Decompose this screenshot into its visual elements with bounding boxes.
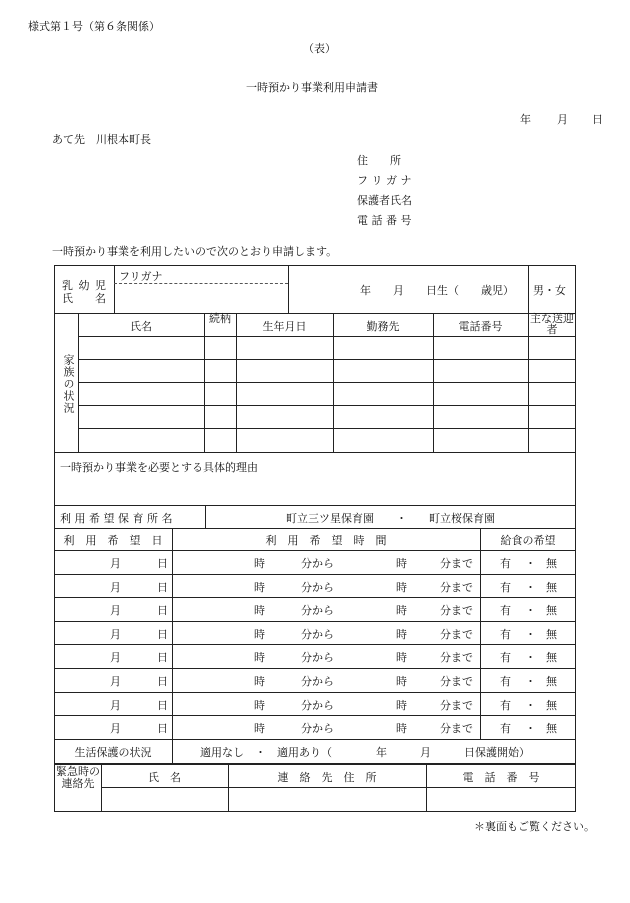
schedule-day: 日 bbox=[157, 722, 168, 736]
meal-separator: ・ bbox=[525, 557, 536, 570]
child-label-line2: 氏 名 bbox=[62, 292, 106, 305]
schedule-end-minutes: 分まで bbox=[440, 651, 473, 665]
schedule-month: 月 bbox=[110, 651, 121, 665]
schedule-end-minutes: 分まで bbox=[440, 722, 473, 736]
schedule-end-minutes: 分まで bbox=[440, 580, 473, 594]
schedule-start-hour: 時 bbox=[254, 580, 265, 594]
schedule-month: 月 bbox=[110, 580, 121, 594]
schedule-start-minutes: 分から bbox=[301, 580, 334, 594]
schedule-end-minutes: 分まで bbox=[440, 557, 473, 570]
schedule-start-hour: 時 bbox=[254, 557, 265, 570]
meal-no[interactable]: 無 bbox=[546, 627, 557, 641]
meal-separator: ・ bbox=[525, 580, 536, 594]
addressee: あて先 川根本町長 bbox=[52, 133, 151, 146]
schedule-start-hour: 時 bbox=[254, 722, 265, 736]
schedule-col-time: 利 用 希 望 時 間 bbox=[265, 534, 387, 547]
schedule-day: 日 bbox=[157, 675, 168, 688]
schedule-start-minutes: 分から bbox=[301, 675, 334, 688]
schedule-end-minutes: 分まで bbox=[440, 698, 473, 712]
schedule-col-date: 利 用 希 望 日 bbox=[63, 534, 163, 547]
form-number: 様式第１号（第６条関係） bbox=[28, 20, 160, 33]
schedule-month: 月 bbox=[110, 557, 121, 570]
schedule-start-minutes: 分から bbox=[301, 722, 334, 736]
schedule-start-hour: 時 bbox=[254, 651, 265, 665]
meal-no[interactable]: 無 bbox=[546, 722, 557, 736]
child-gender: 男・女 bbox=[533, 284, 566, 297]
welfare-value: 適用なし ・ 適用あり（ 年 月 日保護開始） bbox=[200, 746, 530, 759]
meal-yes[interactable]: 有 bbox=[500, 627, 511, 641]
schedule-col-meal: 給食の希望 bbox=[500, 534, 556, 547]
schedule-start-hour: 時 bbox=[254, 627, 265, 641]
schedule-end-hour: 時 bbox=[396, 580, 407, 594]
schedule-end-hour: 時 bbox=[396, 698, 407, 712]
form-title: 一時預かり事業利用申請書 bbox=[246, 81, 378, 94]
meal-no[interactable]: 無 bbox=[546, 604, 557, 618]
emergency-col-name: 氏 名 bbox=[148, 771, 181, 784]
meal-yes[interactable]: 有 bbox=[500, 651, 511, 665]
emergency-label: 緊急時の連絡先 bbox=[56, 765, 100, 790]
meal-separator: ・ bbox=[525, 604, 536, 618]
meal-separator: ・ bbox=[525, 675, 536, 688]
schedule-end-minutes: 分まで bbox=[440, 675, 473, 688]
guardian-name-label: 保護者氏名 bbox=[357, 194, 412, 207]
schedule-day: 日 bbox=[157, 580, 168, 594]
phone-label: 電 話 番 号 bbox=[357, 214, 412, 227]
schedule-end-hour: 時 bbox=[396, 604, 407, 618]
meal-yes[interactable]: 有 bbox=[500, 722, 511, 736]
schedule-day: 日 bbox=[157, 698, 168, 712]
meal-separator: ・ bbox=[525, 722, 536, 736]
meal-no[interactable]: 無 bbox=[546, 698, 557, 712]
meal-yes[interactable]: 有 bbox=[500, 557, 511, 570]
schedule-end-hour: 時 bbox=[396, 557, 407, 570]
family-section-label: 家族の状況 bbox=[62, 354, 75, 414]
family-col-relation: 続柄 bbox=[209, 312, 231, 325]
child-birth: 年 月 日生（ 歳児） bbox=[360, 284, 514, 297]
schedule-month: 月 bbox=[110, 675, 121, 688]
date-month-label: 月 bbox=[557, 113, 568, 126]
schedule-day: 日 bbox=[157, 604, 168, 618]
schedule-start-minutes: 分から bbox=[301, 698, 334, 712]
schedule-end-hour: 時 bbox=[396, 651, 407, 665]
schedule-start-minutes: 分から bbox=[301, 627, 334, 641]
meal-yes[interactable]: 有 bbox=[500, 698, 511, 712]
footer-note: ＊裏面もご覧ください。 bbox=[474, 820, 595, 833]
date-year-label: 年 bbox=[520, 113, 531, 126]
nursery-label: 利 用 希 望 保 育 所 名 bbox=[60, 512, 173, 525]
schedule-month: 月 bbox=[110, 698, 121, 712]
schedule-day: 日 bbox=[157, 557, 168, 570]
meal-no[interactable]: 無 bbox=[546, 651, 557, 665]
date-day-label: 日 bbox=[592, 113, 603, 126]
schedule-start-minutes: 分から bbox=[301, 557, 334, 570]
meal-yes[interactable]: 有 bbox=[500, 580, 511, 594]
family-col-escort: 主な送迎者 bbox=[530, 312, 574, 336]
emergency-col-address: 連 絡 先 住 所 bbox=[277, 771, 377, 784]
meal-separator: ・ bbox=[525, 698, 536, 712]
meal-separator: ・ bbox=[525, 651, 536, 665]
meal-no[interactable]: 無 bbox=[546, 580, 557, 594]
schedule-month: 月 bbox=[110, 722, 121, 736]
address-label: 住 所 bbox=[357, 154, 401, 167]
schedule-end-minutes: 分まで bbox=[440, 604, 473, 618]
meal-yes[interactable]: 有 bbox=[500, 675, 511, 688]
meal-separator: ・ bbox=[525, 627, 536, 641]
emergency-col-phone: 電 話 番 号 bbox=[462, 771, 540, 784]
intro-text: 一時預かり事業を利用したいので次のとおり申請します。 bbox=[52, 245, 338, 258]
reason-field[interactable] bbox=[60, 476, 570, 502]
child-furigana-label: フリガナ bbox=[119, 270, 163, 283]
meal-no[interactable]: 無 bbox=[546, 557, 557, 570]
schedule-month: 月 bbox=[110, 604, 121, 618]
schedule-day: 日 bbox=[157, 651, 168, 665]
page-side-label: （表） bbox=[303, 42, 336, 55]
child-name-field[interactable] bbox=[117, 288, 285, 310]
meal-no[interactable]: 無 bbox=[546, 675, 557, 688]
furigana-label: フ リ ガ ナ bbox=[357, 174, 412, 187]
schedule-end-hour: 時 bbox=[396, 722, 407, 736]
schedule-end-minutes: 分まで bbox=[440, 627, 473, 641]
schedule-start-hour: 時 bbox=[254, 675, 265, 688]
family-col-phone: 電話番号 bbox=[458, 320, 503, 333]
reason-label: 一時預かり事業を必要とする具体的理由 bbox=[60, 461, 258, 474]
family-col-birth: 生年月日 bbox=[262, 320, 307, 333]
meal-yes[interactable]: 有 bbox=[500, 604, 511, 618]
schedule-end-hour: 時 bbox=[396, 627, 407, 641]
schedule-end-hour: 時 bbox=[396, 675, 407, 688]
welfare-label: 生活保護の状況 bbox=[74, 746, 152, 759]
nursery-options: 町立三ツ星保育園 ・ 町立桜保育園 bbox=[286, 512, 495, 525]
family-col-name: 氏名 bbox=[130, 320, 152, 333]
schedule-start-hour: 時 bbox=[254, 698, 265, 712]
schedule-start-hour: 時 bbox=[254, 604, 265, 618]
schedule-start-minutes: 分から bbox=[301, 651, 334, 665]
schedule-day: 日 bbox=[157, 627, 168, 641]
schedule-start-minutes: 分から bbox=[301, 604, 334, 618]
family-col-work: 勤務先 bbox=[366, 320, 400, 333]
schedule-month: 月 bbox=[110, 627, 121, 641]
child-label-line1: 乳 幼 児 bbox=[62, 279, 107, 292]
